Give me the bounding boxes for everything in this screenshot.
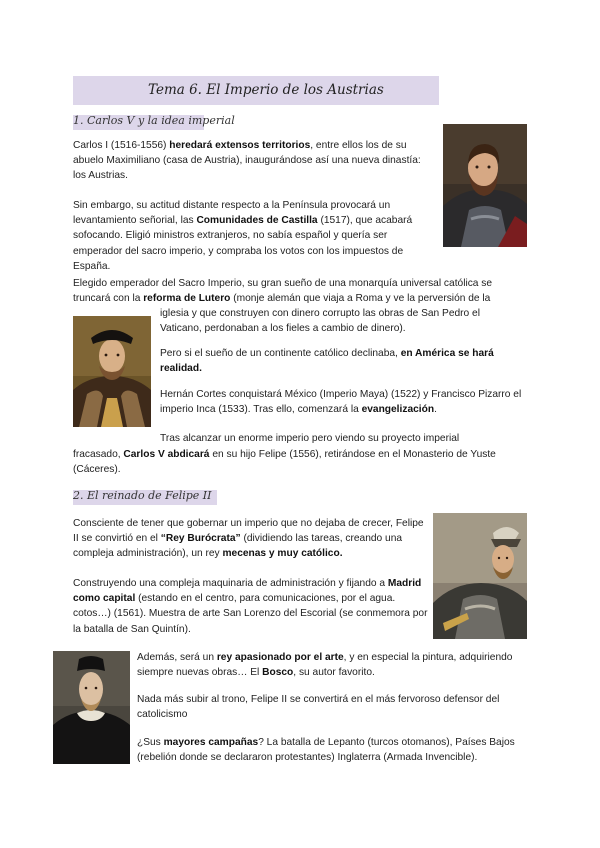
text-run: Carlos I (1516-1556)	[73, 140, 170, 151]
text-run: , y en especial la pintura, adquiriendo siempre nuevas obras… El	[137, 652, 513, 679]
paragraph	[137, 650, 524, 680]
bold-text: mecenas y muy católico.	[222, 548, 343, 560]
text-run: fracasado,	[73, 449, 124, 460]
bold-text: reforma de Lutero	[143, 293, 231, 305]
bold-text: “Rey Burócrata”	[160, 533, 241, 545]
text-run: .	[434, 404, 437, 416]
paragraph	[73, 576, 428, 637]
paragraph	[73, 138, 427, 184]
text-run: Hernán Cortes conquistará México (Imperio Maya) (1522) y Francisco Pizarro el imperio Inca (1533). Tras ello, comenzará la	[160, 389, 522, 416]
text-run: en su hijo Felipe (1556), retirándose en el Monasterio de Yuste (Cáceres).	[73, 449, 496, 476]
text-run: , entre ellos los de su abuelo Maximiliano (casa de Austria), inaugurándose así una nueva dinastía: los Austrias.	[73, 140, 421, 182]
paragraph	[160, 346, 523, 376]
text-run: Sin embargo, su actitud distante respecto a la Península provocará un levantamiento señorial, las	[73, 200, 391, 227]
text-run: ¿Sus	[137, 737, 164, 748]
paragraph	[137, 692, 524, 722]
bold-text: heredará extensos territorios	[169, 140, 311, 151]
paragraph	[160, 431, 523, 446]
text-run: Tras alcanzar un enorme imperio pero viendo su proyecto imperial	[160, 433, 460, 444]
text-run: (dividiendo las tareas, creando una compleja administración), un rey	[73, 533, 403, 560]
paragraph	[137, 735, 524, 765]
bold-text: Madrid como capital	[73, 578, 422, 605]
text-run: (monje alemán que viaja a Roma y ve la perversión de la	[230, 293, 491, 305]
bold-text: Carlos V abdicará	[123, 449, 210, 460]
paragraph	[160, 306, 523, 336]
bold-text: Comunidades de Castilla	[196, 215, 318, 227]
text-run: Consciente de tener que gobernar un imperio que no dejaba de crecer, Felipe II se convirtió en el	[73, 518, 424, 545]
text-run: (estando en el centro, para comunicaciones, por el agua. cotos…) (1561). Muestra de arte San Lorenzo del Escorial (se conmemora por la batalla de San Quintín).	[73, 593, 428, 635]
page-title: Tema 6. El Imperio de los Austrias	[148, 82, 384, 98]
paragraph	[73, 516, 428, 562]
section-2-heading: 2. El reinado de Felipe II	[73, 489, 212, 502]
text-run: iglesia y que construyen con dinero corrupto las obras de San Pedro el Vaticano, perdonaban a los fieles a cambio de dinero).	[160, 308, 480, 335]
paragraph	[160, 387, 523, 417]
text-run: Nada más subir al trono, Felipe II se convertirá en el más fervoroso defensor del catolicismo	[137, 694, 500, 721]
paragraph	[73, 276, 523, 306]
text-run: ? La batalla de Lepanto (turcos otomanos), Países Bajos (rebelión donde se declararon protestantes) Inglaterra (Armada Invencible).	[137, 737, 515, 764]
section-1-heading: 1. Carlos V y la idea imperial	[73, 114, 235, 127]
portrait-felipe-ii-black-icon	[53, 651, 130, 764]
text-run: Elegido emperador del Sacro Imperio, su gran sueño de una monarquía universal católica se truncará con la	[73, 278, 493, 305]
text-run: (1517), que acabará sofocando. Eligió ministros extranjeros, no sabía español y quería ser emperador del sacro imperio, y compraba los votos con los impuestos de España.	[73, 215, 413, 272]
portrait-felipe-ii-armor-icon	[433, 513, 527, 639]
portrait-carlos-v-armor-icon	[443, 124, 527, 247]
text-run: , su autor favorito.	[293, 667, 375, 679]
bold-text: rey apasionado por el arte	[216, 652, 344, 663]
bold-text: Bosco	[262, 667, 294, 679]
text-run: Pero si el sueño de un continente católico declinaba,	[160, 348, 401, 359]
paragraph	[73, 447, 523, 477]
text-run: Además, será un	[137, 652, 217, 663]
portrait-carlos-v-hat-icon	[73, 316, 151, 427]
bold-text: en América se hará realidad.	[160, 348, 494, 375]
bold-text: evangelización	[361, 404, 435, 416]
bold-text: mayores campañas	[163, 737, 259, 748]
paragraph	[73, 198, 433, 274]
text-run: Construyendo una compleja maquinaria de administración y fijando a	[73, 578, 388, 589]
